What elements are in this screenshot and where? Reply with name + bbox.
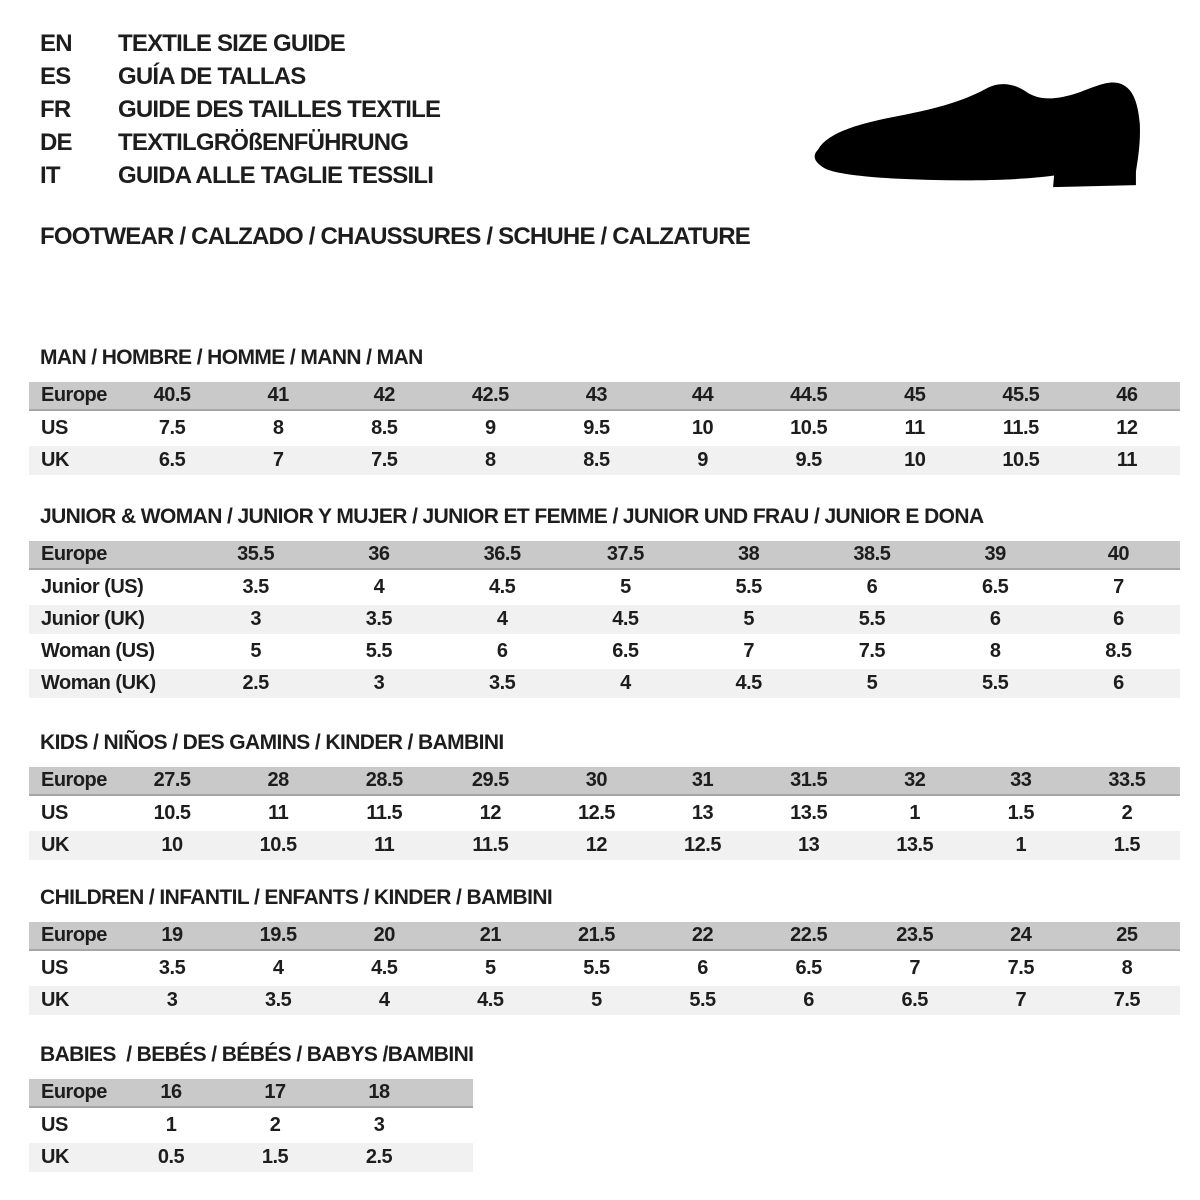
size-value-cell: 44.5: [790, 384, 828, 406]
size-value-cell: 9.5: [795, 449, 822, 471]
size-value-cell: 12: [585, 834, 608, 856]
size-value-cell: 6.5: [612, 640, 639, 662]
size-value-cell: 29.5: [471, 769, 509, 791]
size-value-cell: 12: [1116, 417, 1138, 439]
size-table-junior-woman: [29, 541, 1180, 698]
size-value-cell: 40.5: [153, 384, 191, 406]
size-value-cell: 11: [268, 802, 289, 824]
size-value-cell: 10: [161, 834, 183, 856]
size-value-cell: 6: [496, 640, 508, 662]
size-value-cell: 5.5: [735, 576, 762, 598]
size-value-cell: 3.5: [242, 576, 269, 598]
row-label: US: [41, 1114, 68, 1136]
size-value-cell: 6: [1113, 608, 1124, 630]
size-value-cell: 36: [368, 543, 390, 565]
row-label: Europe: [41, 384, 107, 406]
section-title-man: MAN / HOMBRE / HOMME / MANN / MAN: [40, 346, 423, 369]
size-value-cell: 7: [743, 640, 754, 662]
size-value-cell: 7.5: [158, 417, 186, 439]
size-value-cell: 5: [866, 672, 878, 694]
size-table-header-row: [29, 767, 1180, 796]
category-line: FOOTWEAR / CALZADO / CHAUSSURES / SCHUHE / CALZATURE: [40, 223, 750, 250]
size-value-cell: 41: [267, 384, 289, 406]
size-value-cell: 4.5: [488, 576, 516, 598]
size-value-cell: 7: [272, 449, 284, 471]
size-value-cell: 45.5: [1002, 384, 1040, 406]
size-value-cell: 6.5: [981, 576, 1009, 598]
size-table-header-row: [29, 382, 1180, 411]
size-value-cell: 10: [691, 417, 714, 439]
size-value-cell: 11.5: [472, 834, 509, 856]
size-value-cell: 2: [269, 1114, 281, 1136]
row-label: Woman (UK): [41, 672, 156, 694]
size-value-cell: 6: [866, 576, 878, 598]
size-value-cell: 21: [479, 924, 501, 946]
size-value-cell: 1.5: [1007, 802, 1034, 824]
row-label: Europe: [41, 543, 107, 565]
size-value-cell: 7.5: [1113, 989, 1141, 1011]
size-value-cell: 5: [591, 989, 602, 1011]
size-value-cell: 13.5: [896, 834, 934, 856]
row-label: Junior (US): [41, 576, 144, 598]
size-table-children: [29, 922, 1180, 1015]
size-table-row: [29, 831, 1180, 860]
row-label: Junior (UK): [41, 608, 145, 630]
size-table-row: [29, 1111, 473, 1140]
size-value-cell: 8: [1121, 957, 1133, 979]
size-table-header-row: [29, 541, 1180, 570]
size-value-cell: 7.5: [371, 449, 398, 471]
size-value-cell: 4.5: [612, 608, 639, 630]
size-value-cell: 4.5: [477, 989, 504, 1011]
size-value-cell: 13: [797, 834, 820, 856]
size-value-cell: 1.5: [1113, 834, 1141, 856]
language-title-list: [40, 32, 440, 197]
size-value-cell: 43: [585, 384, 608, 406]
size-value-cell: 1: [1015, 834, 1027, 856]
language-title: GUIDA ALLE TAGLIE TESSILI: [118, 162, 434, 189]
size-value-cell: 30: [585, 769, 608, 791]
size-value-cell: 11: [904, 417, 925, 439]
row-label: UK: [41, 989, 69, 1011]
size-value-cell: 5.5: [689, 989, 716, 1011]
size-value-cell: 8: [485, 449, 496, 471]
size-value-cell: 19: [161, 924, 183, 946]
language-code: IT: [40, 162, 60, 189]
size-table-kids: [29, 767, 1180, 860]
size-value-cell: 6.5: [795, 957, 822, 979]
size-value-cell: 22.5: [790, 924, 828, 946]
size-table-row: [29, 446, 1180, 475]
size-table-header-row: [29, 922, 1180, 951]
language-code: ES: [40, 63, 71, 90]
section-title-children: CHILDREN / INFANTIL / ENFANTS / KINDER / BAMBINI: [40, 886, 553, 909]
size-value-cell: 11.5: [366, 802, 403, 824]
size-value-cell: 31: [691, 769, 714, 791]
size-value-cell: 3: [166, 989, 178, 1011]
section-title-kids: KIDS / NIÑOS / DES GAMINS / KINDER / BAMBINI: [40, 731, 504, 754]
size-value-cell: 2: [1121, 802, 1133, 824]
size-value-cell: 5.5: [858, 608, 886, 630]
size-value-cell: 10.5: [153, 802, 191, 824]
row-label: US: [41, 802, 68, 824]
size-value-cell: 1: [909, 802, 921, 824]
size-value-cell: 0.5: [157, 1146, 185, 1168]
size-value-cell: 1.5: [261, 1146, 289, 1168]
language-code: DE: [40, 129, 72, 156]
size-value-cell: 35.5: [237, 543, 275, 565]
row-label: Europe: [41, 1081, 107, 1103]
section-title-babies: BABIES / BEBÉS / BÉBÉS / BABYS /BAMBINI: [40, 1043, 474, 1066]
size-value-cell: 11: [374, 834, 395, 856]
size-value-cell: 31.5: [790, 769, 828, 791]
row-label: Woman (US): [41, 640, 155, 662]
size-table-header-row: [29, 1079, 473, 1108]
row-label: Europe: [41, 924, 107, 946]
size-value-cell: 17: [264, 1081, 286, 1103]
language-row: [40, 32, 440, 56]
size-value-cell: 20: [373, 924, 395, 946]
size-value-cell: 3: [373, 672, 385, 694]
size-table-row: [29, 954, 1180, 983]
size-value-cell: 7: [909, 957, 921, 979]
size-value-cell: 5: [743, 608, 754, 630]
size-value-cell: 19.5: [259, 924, 297, 946]
size-value-cell: 8: [272, 417, 284, 439]
row-label: US: [41, 957, 68, 979]
size-value-cell: 2.5: [365, 1146, 393, 1168]
size-value-cell: 12: [479, 802, 501, 824]
section-title-junior-woman: JUNIOR & WOMAN / JUNIOR Y MUJER / JUNIOR ET FEMME / JUNIOR UND FRAU / JUNIOR E DONA: [40, 505, 984, 528]
size-value-cell: 37.5: [606, 543, 644, 565]
size-value-cell: 4: [272, 957, 284, 979]
section-junior-woman: [0, 505, 1200, 701]
size-value-cell: 11: [1116, 449, 1137, 471]
size-value-cell: 5: [620, 576, 631, 598]
size-value-cell: 5: [250, 640, 261, 662]
size-value-cell: 28: [267, 769, 289, 791]
size-value-cell: 6.5: [901, 989, 928, 1011]
size-table-row: [29, 986, 1180, 1015]
size-value-cell: 25: [1116, 924, 1138, 946]
size-value-cell: 46: [1116, 384, 1138, 406]
size-value-cell: 45: [904, 384, 926, 406]
size-value-cell: 10: [904, 449, 926, 471]
language-title: TEXTILE SIZE GUIDE: [118, 30, 345, 57]
section-children: [0, 886, 1200, 1018]
size-value-cell: 12.5: [684, 834, 721, 856]
size-value-cell: 38: [738, 543, 760, 565]
size-table-row: [29, 669, 1180, 698]
size-value-cell: 11.5: [1002, 417, 1039, 439]
size-value-cell: 32: [904, 769, 926, 791]
size-value-cell: 6: [989, 608, 1001, 630]
size-value-cell: 10.5: [790, 417, 828, 439]
size-value-cell: 36.5: [483, 543, 521, 565]
size-value-cell: 16: [160, 1081, 182, 1103]
size-value-cell: 13.5: [790, 802, 828, 824]
row-label: US: [41, 417, 68, 439]
size-value-cell: 8: [989, 640, 1001, 662]
language-row: [40, 98, 440, 122]
size-value-cell: 9: [697, 449, 708, 471]
size-value-cell: 23.5: [896, 924, 934, 946]
size-value-cell: 3: [373, 1114, 385, 1136]
size-value-cell: 9.5: [583, 417, 610, 439]
size-value-cell: 5.5: [583, 957, 610, 979]
size-value-cell: 39: [984, 543, 1006, 565]
size-value-cell: 21.5: [577, 924, 615, 946]
size-value-cell: 8.5: [371, 417, 398, 439]
size-value-cell: 33.5: [1108, 769, 1146, 791]
language-title: TEXTILGRÖßENFÜHRUNG: [118, 129, 409, 156]
size-value-cell: 6.5: [158, 449, 186, 471]
size-table-babies: [29, 1079, 473, 1172]
size-table-row: [29, 637, 1180, 666]
size-value-cell: 4.5: [371, 957, 398, 979]
size-table-row: [29, 605, 1180, 634]
section-kids: [0, 731, 1200, 863]
row-label: UK: [41, 449, 69, 471]
size-value-cell: 12.5: [577, 802, 615, 824]
size-value-cell: 22: [691, 924, 714, 946]
size-value-cell: 42: [373, 384, 395, 406]
size-value-cell: 1: [165, 1114, 177, 1136]
size-value-cell: 10.5: [259, 834, 297, 856]
size-value-cell: 3.5: [158, 957, 186, 979]
size-value-cell: 5.5: [981, 672, 1009, 694]
size-value-cell: 24: [1010, 924, 1032, 946]
row-label: UK: [41, 1146, 69, 1168]
size-table-man: [29, 382, 1180, 475]
section-babies: [0, 1043, 1200, 1175]
size-value-cell: 27.5: [153, 769, 191, 791]
language-row: [40, 131, 440, 155]
row-label: UK: [41, 834, 69, 856]
size-value-cell: 3.5: [488, 672, 516, 694]
size-value-cell: 6: [803, 989, 814, 1011]
shoe-icon: [798, 60, 1158, 190]
size-value-cell: 4: [496, 608, 508, 630]
size-table-row: [29, 573, 1180, 602]
size-value-cell: 44: [691, 384, 714, 406]
size-table-row: [29, 799, 1180, 828]
size-value-cell: 18: [368, 1081, 390, 1103]
size-value-cell: 4: [373, 576, 385, 598]
size-value-cell: 42.5: [471, 384, 509, 406]
language-title: GUÍA DE TALLAS: [118, 63, 306, 90]
size-value-cell: 7.5: [1007, 957, 1034, 979]
size-value-cell: 6: [1113, 672, 1124, 694]
size-value-cell: 6: [697, 957, 708, 979]
size-value-cell: 4: [620, 672, 631, 694]
row-label: Europe: [41, 769, 107, 791]
size-value-cell: 3.5: [264, 989, 292, 1011]
size-value-cell: 7.5: [858, 640, 886, 662]
size-value-cell: 2.5: [242, 672, 269, 694]
size-value-cell: 13: [691, 802, 714, 824]
size-value-cell: 3: [250, 608, 261, 630]
size-table-row: [29, 1143, 473, 1172]
language-code: FR: [40, 96, 71, 123]
size-value-cell: 3.5: [365, 608, 393, 630]
language-row: [40, 164, 440, 188]
size-value-cell: 33: [1010, 769, 1032, 791]
size-value-cell: 5.5: [365, 640, 393, 662]
size-value-cell: 7: [1015, 989, 1027, 1011]
size-value-cell: 4: [378, 989, 390, 1011]
size-value-cell: 28.5: [365, 769, 403, 791]
size-value-cell: 7: [1113, 576, 1124, 598]
section-man: [0, 346, 1200, 478]
size-value-cell: 40: [1107, 543, 1129, 565]
size-value-cell: 9: [485, 417, 496, 439]
size-value-cell: 8.5: [583, 449, 610, 471]
size-value-cell: 4.5: [735, 672, 762, 694]
size-value-cell: 10.5: [1002, 449, 1040, 471]
size-table-row: [29, 414, 1180, 443]
language-row: [40, 65, 440, 89]
size-value-cell: 8.5: [1105, 640, 1132, 662]
language-title: GUIDE DES TAILLES TEXTILE: [118, 96, 441, 123]
size-value-cell: 38.5: [853, 543, 891, 565]
language-code: EN: [40, 30, 72, 57]
size-value-cell: 5: [485, 957, 496, 979]
